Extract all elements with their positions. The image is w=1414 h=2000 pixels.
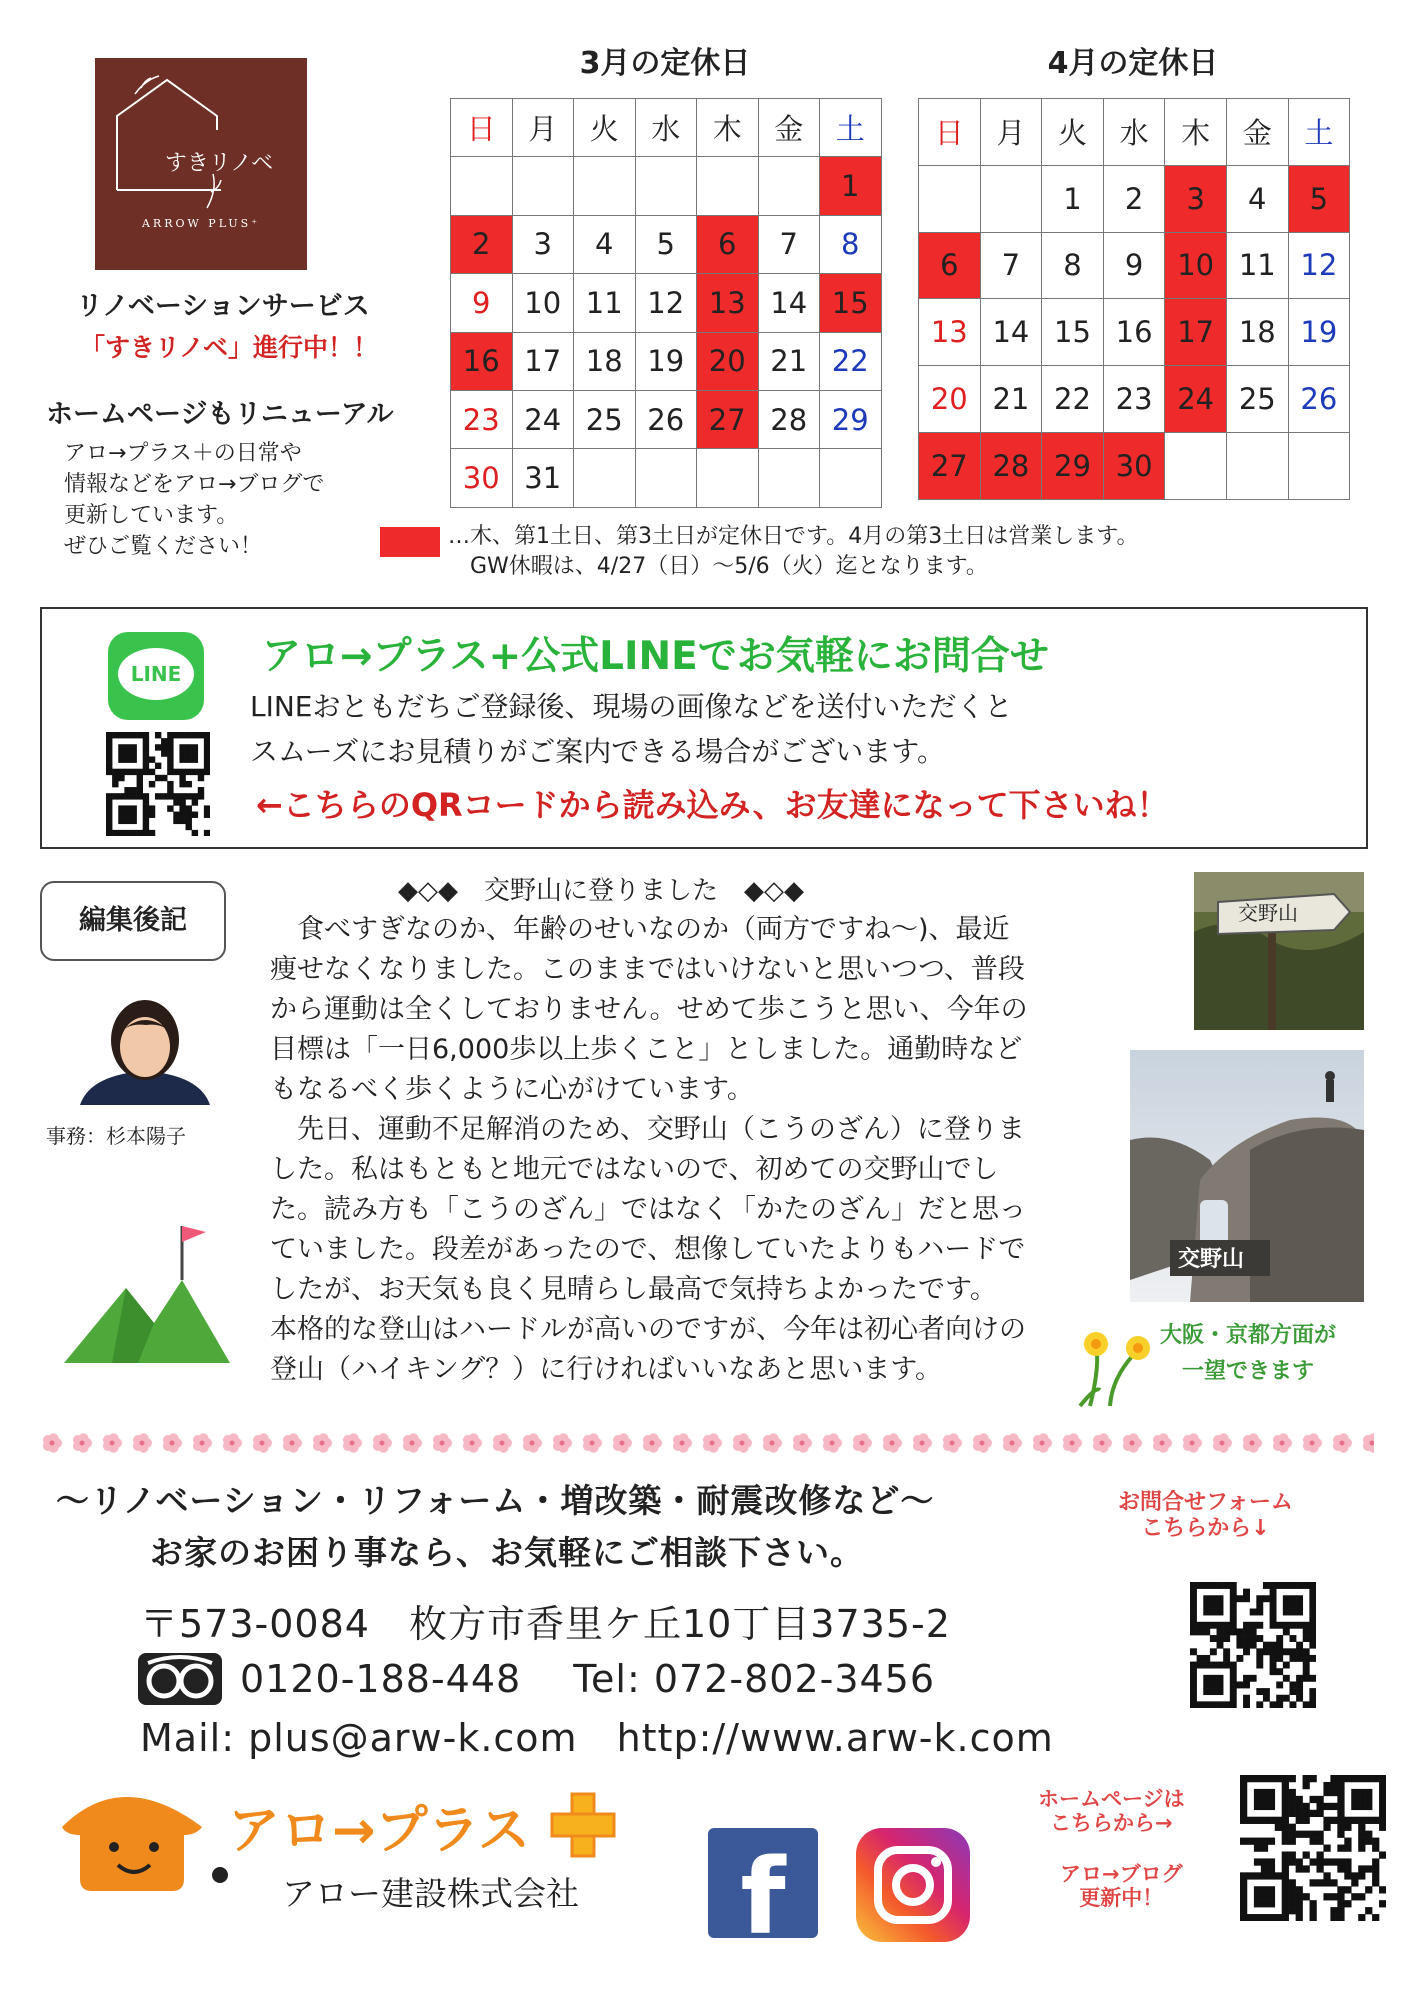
calendar-day: 10 xyxy=(512,274,574,332)
calendar-day: 30 xyxy=(451,449,513,507)
calendar-day: 27 xyxy=(919,432,981,499)
sakura-divider xyxy=(40,1428,1374,1458)
calendar-empty-cell xyxy=(574,157,636,215)
facebook-icon[interactable] xyxy=(708,1828,818,1958)
holiday-legend-swatch xyxy=(380,527,440,557)
calendar-day: 2 xyxy=(451,215,513,273)
calendar-empty-cell xyxy=(820,449,882,507)
calendar-day: 24 xyxy=(512,390,574,448)
mail-and-website[interactable]: Mail: plus@arw-k.com http://www.arw-k.com xyxy=(140,1716,1054,1760)
renovation-title: リノベーションサービス xyxy=(76,291,370,322)
holiday-legend-text: …木、第1土日、第3土日が定休日です。4月の第3土日は営業します。 GW休暇は、4/27（日）～5/6（火）迄となります。 xyxy=(448,524,1139,579)
calendar-empty-cell xyxy=(697,449,759,507)
suki-renove-logo xyxy=(95,58,307,270)
calendar-day: 11 xyxy=(574,274,636,332)
calendar-day: 25 xyxy=(574,390,636,448)
calendar-day: 1 xyxy=(820,157,882,215)
contact-form-note: お問合せフォーム こちらから↓ xyxy=(1118,1490,1293,1541)
calendar-day: 16 xyxy=(1103,299,1165,366)
calendar-day: 7 xyxy=(980,232,1042,299)
april-calendar-title: 4月の定休日 xyxy=(1047,46,1219,81)
line-app-icon[interactable] xyxy=(108,632,204,720)
calendar-day: 25 xyxy=(1226,366,1288,433)
weekday-header: 火 xyxy=(574,99,636,157)
blog-note: アロ→ブログ 更新中！ xyxy=(1060,1862,1183,1910)
calendar-day: 6 xyxy=(697,215,759,273)
calendar-day: 28 xyxy=(980,432,1042,499)
calendar-day: 15 xyxy=(1042,299,1104,366)
calendar-empty-cell xyxy=(574,449,636,507)
weekday-header: 金 xyxy=(1226,99,1288,166)
logo-subtext: ARROW PLUS⁺ xyxy=(141,217,261,230)
calendar-day: 2 xyxy=(1103,165,1165,232)
line-logo-word: LINE xyxy=(130,662,182,686)
calendar-empty-cell xyxy=(1165,432,1227,499)
calendar-day: 17 xyxy=(512,332,574,390)
calendar-day: 21 xyxy=(980,366,1042,433)
weekday-header: 水 xyxy=(635,99,697,157)
calendar-day: 11 xyxy=(1226,232,1288,299)
calendar-day: 14 xyxy=(758,274,820,332)
line-section-title: アロ→プラス+公式LINEでお気軽にお問合せ xyxy=(262,634,1049,679)
weekday-header: 土 xyxy=(820,99,882,157)
calendar-day: 13 xyxy=(697,274,759,332)
calendar-day: 16 xyxy=(451,332,513,390)
calendar-day: 20 xyxy=(919,366,981,433)
calendar-day: 4 xyxy=(1226,165,1288,232)
calendar-day: 3 xyxy=(512,215,574,273)
homepage-qr-code[interactable] xyxy=(1240,1775,1386,1921)
calendar-day: 23 xyxy=(451,390,513,448)
consult-heading: お家のお困り事なら、お気軽にご相談下さい。 xyxy=(150,1533,864,1572)
plus-icon xyxy=(548,1790,618,1860)
weekday-header: 月 xyxy=(980,99,1042,166)
march-calendar-title: 3月の定休日 xyxy=(579,46,751,81)
weekday-header: 水 xyxy=(1103,99,1165,166)
line-qr-cta: ←こちらのQRコードから読み込み、お友達になって下さいね！ xyxy=(256,786,1169,824)
weekday-header: 木 xyxy=(697,99,759,157)
line-qr-code[interactable] xyxy=(106,732,210,836)
free-dial-icon xyxy=(138,1653,222,1705)
line-section-body: LINEおともだちご登録後、現場の画像などを送付いただくと スムーズにお見積りがご案内できる場合がございます。 xyxy=(250,690,1013,768)
weekday-header: 金 xyxy=(758,99,820,157)
calendar-day: 8 xyxy=(1042,232,1104,299)
calendar-day: 5 xyxy=(1288,165,1350,232)
calendar-day: 29 xyxy=(820,390,882,448)
calendar-day: 27 xyxy=(697,390,759,448)
calendar-day: 10 xyxy=(1165,232,1227,299)
author-photo xyxy=(60,985,230,1105)
weekday-header: 月 xyxy=(512,99,574,157)
weekday-header: 土 xyxy=(1288,99,1350,166)
calendar-day: 12 xyxy=(1288,232,1350,299)
calendar-day: 18 xyxy=(574,332,636,390)
kounozan-signpost-photo xyxy=(1194,872,1364,1030)
services-heading: ～リノベーション・リフォーム・増改築・耐震改修など～ xyxy=(56,1481,935,1520)
calendar-empty-cell xyxy=(758,449,820,507)
summit-sign-text: 交野山 xyxy=(1178,1247,1245,1272)
calendar-day: 24 xyxy=(1165,366,1227,433)
homepage-title: ホームページもリニューアル xyxy=(46,399,394,430)
photo-caption: 大阪・京都方面が 一望できます xyxy=(1160,1323,1337,1384)
calendar-day: 30 xyxy=(1103,432,1165,499)
signpost-text: 交野山 xyxy=(1238,901,1298,925)
brand-name: アロ→プラス xyxy=(228,1801,531,1861)
calendar-day: 19 xyxy=(1288,299,1350,366)
calendar-day: 26 xyxy=(635,390,697,448)
calendar-empty-cell xyxy=(512,157,574,215)
calendar-day: 15 xyxy=(820,274,882,332)
march-calendar xyxy=(450,98,882,508)
kounozan-summit-photo xyxy=(1130,1050,1364,1302)
calendar-day: 9 xyxy=(1103,232,1165,299)
calendar-empty-cell xyxy=(980,165,1042,232)
calendar-empty-cell xyxy=(635,157,697,215)
weekday-header: 日 xyxy=(451,99,513,157)
calendar-day: 22 xyxy=(820,332,882,390)
weekday-header: 日 xyxy=(919,99,981,166)
calendar-empty-cell xyxy=(635,449,697,507)
calendar-day: 6 xyxy=(919,232,981,299)
calendar-day: 18 xyxy=(1226,299,1288,366)
contact-form-qr-code[interactable] xyxy=(1190,1582,1316,1708)
company-name: アロー建設株式会社 xyxy=(282,1874,579,1913)
mountain-flag-illustration xyxy=(64,1218,234,1368)
calendar-day: 23 xyxy=(1103,366,1165,433)
essay-title: ◆◇◆ 交野山に登りました ◆◇◆ xyxy=(398,876,804,906)
instagram-icon[interactable] xyxy=(856,1828,970,1942)
calendar-empty-cell xyxy=(451,157,513,215)
calendar-day: 4 xyxy=(574,215,636,273)
calendar-day: 28 xyxy=(758,390,820,448)
homepage-body: アロ→プラス＋の日常や 情報などをアロ→ブログで 更新しています。 ぜひご覧ください！ xyxy=(64,441,325,559)
calendar-day: 14 xyxy=(980,299,1042,366)
calendar-day: 12 xyxy=(635,274,697,332)
homepage-note: ホームページは こちらから→ xyxy=(1038,1787,1185,1835)
calendar-day: 31 xyxy=(512,449,574,507)
calendar-empty-cell xyxy=(697,157,759,215)
facebook-f-glyph: f xyxy=(740,1836,786,1958)
calendar-empty-cell xyxy=(1288,432,1350,499)
calendar-day: 26 xyxy=(1288,366,1350,433)
calendar-empty-cell xyxy=(758,157,820,215)
daffodil-illustration xyxy=(1070,1318,1160,1408)
postal-address: 〒573-0084 枚方市香里ケ丘10丁目3735-2 xyxy=(140,1602,951,1646)
calendar-day: 22 xyxy=(1042,366,1104,433)
mascot-logo xyxy=(52,1775,232,1895)
calendar-day: 29 xyxy=(1042,432,1104,499)
phone-numbers[interactable]: 0120-188-448 Tel: 072-802-3456 xyxy=(240,1657,936,1701)
calendar-day: 7 xyxy=(758,215,820,273)
weekday-header: 火 xyxy=(1042,99,1104,166)
calendar-empty-cell xyxy=(1226,432,1288,499)
logo-text: すきリノベ xyxy=(164,151,274,176)
april-calendar xyxy=(918,98,1350,500)
calendar-day: 1 xyxy=(1042,165,1104,232)
editorial-tag: 編集後記 xyxy=(40,881,226,961)
author-name: 事務：杉本陽子 xyxy=(46,1124,186,1148)
calendar-day: 21 xyxy=(758,332,820,390)
weekday-header: 木 xyxy=(1165,99,1227,166)
calendar-day: 5 xyxy=(635,215,697,273)
calendar-day: 17 xyxy=(1165,299,1227,366)
calendar-day: 19 xyxy=(635,332,697,390)
calendar-day: 8 xyxy=(820,215,882,273)
calendar-empty-cell xyxy=(919,165,981,232)
essay-body: 食べすぎなのか、年齢のせいなのか（両方ですね～)、最近 痩せなくなりました。このままではいけないと思いつつ、普段 から運動は全くしておりません。せめて歩こうと思い、今年の 目標は「一日6,000歩以上歩くこと」としました。通勤時など もなるべく歩くように心がけています。 先日、運動不足解消のため、交野山（こうのざん）に登りま した。私はもともと地元ではないので、初めての交野山でし た。読み方も「こうのざん」ではなく「かたのざん」だと思っ ていました。段差があったので、想像していたよりもハードで したが、お天気も良く見晴らし最高で気持ちよかったです。 本格的な登山はハードルが高いのですが、今年は初心者向けの 登山（ハイキング？）に行ければいいなあと思います。 xyxy=(270,914,1028,1385)
renovation-subtitle: 「すきリノベ」進行中！！ xyxy=(80,333,379,362)
calendar-day: 3 xyxy=(1165,165,1227,232)
calendar-day: 20 xyxy=(697,332,759,390)
calendar-day: 13 xyxy=(919,299,981,366)
calendar-day: 9 xyxy=(451,274,513,332)
